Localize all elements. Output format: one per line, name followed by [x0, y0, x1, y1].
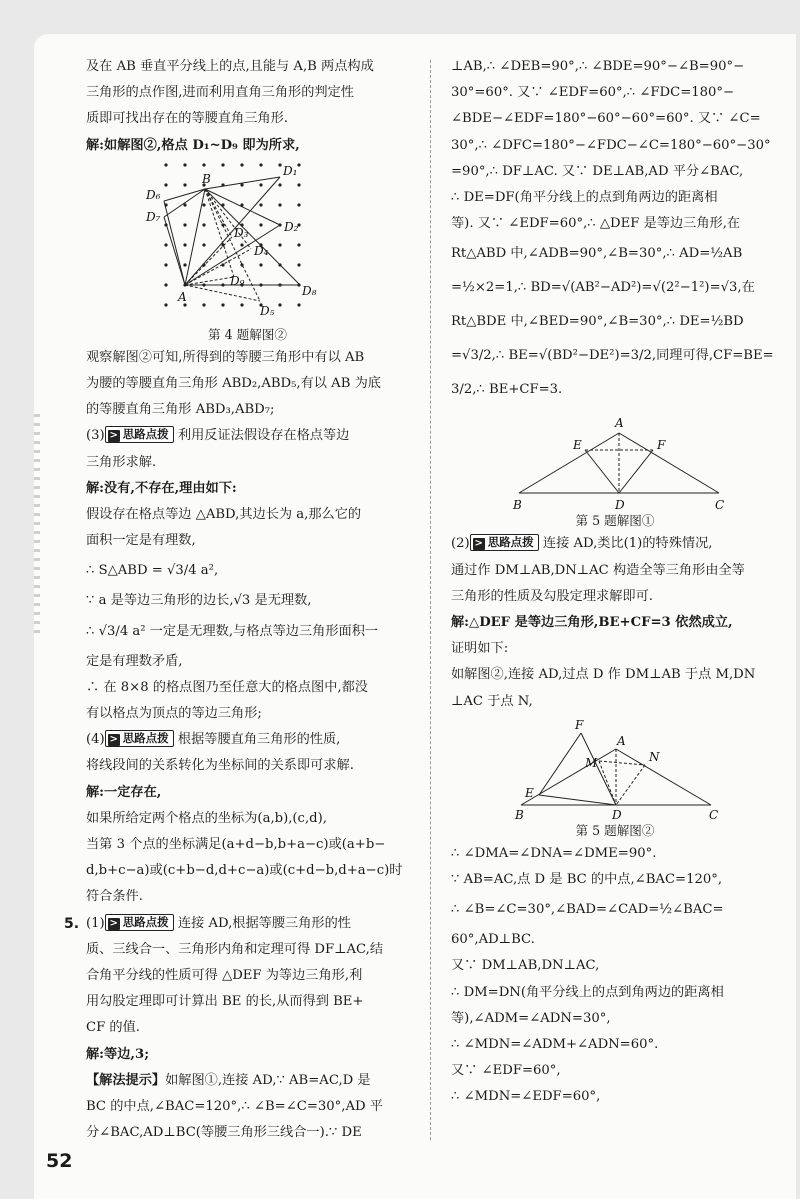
arrow-icon: > [109, 917, 118, 929]
label-D: D [615, 498, 625, 513]
text-line: 定是有理数矛盾, [86, 653, 183, 669]
text-line: ∴ DE=DF(角平分线上的点到角两边的距离相 [451, 190, 718, 206]
grid-dot [164, 183, 167, 186]
part-number: (3) [86, 428, 105, 444]
grid-dot [202, 243, 205, 246]
text-line: 观察解图②可知,所得到的等腰三角形中有以 AB [86, 349, 365, 365]
formula-line: Rt△BDE 中,∠BED=90°,∠B=30°,∴ DE=½BD [451, 314, 744, 330]
label-D4: D₄ [254, 243, 269, 258]
arrow-icon: > [474, 538, 483, 550]
formula-line: ∴ ∠B=∠C=30°,∠BAD=∠CAD=½∠BAC= [451, 902, 724, 918]
formula-line: ∴ √3/4 a² 一定是无理数,与格点等边三角形面积一 [86, 623, 379, 639]
grid-dot [278, 183, 281, 186]
text-line: 等). 又∵ ∠EDF=60°,∴ △DEF 是等边三角形,在 [451, 216, 741, 232]
text-line: ∠BDE−∠EDF=180°−60°−60°=60°. 又∵ ∠C= [451, 111, 761, 127]
question-5-hint [64, 911, 409, 937]
text-line: 60°,AD⊥BC. [451, 932, 535, 948]
grid-dot [240, 243, 243, 246]
text-line: d,b+c−a)或(c+b−d,d+c−a)或(c+d−b,d+a−c)时 [86, 863, 403, 879]
arrow-icon: > [109, 430, 118, 442]
figure-5-1 [509, 413, 729, 511]
grid-dot [183, 163, 186, 166]
text-line: 符合条件. [86, 889, 143, 905]
hint-text: 利用反证法假设存在格点等边 [177, 428, 350, 444]
grid-dot [164, 303, 167, 306]
text-line: 又∵ DM⊥AB,DN⊥AC, [451, 958, 600, 974]
grid-dot [183, 263, 186, 266]
part-number: (1) [86, 915, 105, 931]
grid-dot [259, 203, 262, 206]
label-C: C [709, 807, 719, 822]
hint-tag: > 思路点拨 [105, 426, 174, 443]
text-line: 三角形的点作图,进而利用直角三角形的判定性 [86, 85, 354, 101]
right-column [451, 54, 779, 1111]
grid-dot [297, 263, 300, 266]
hint-text: 连接 AD,根据等腰三角形的性 [177, 915, 351, 931]
text-line: 质即可找出存在的等腰直角三角形. [86, 111, 289, 127]
hint-text: 根据等腰直角三角形的性质, [177, 732, 341, 748]
label-N: N [649, 749, 660, 764]
grid-dot [297, 163, 300, 166]
hint-line: 【解法提示】如解图①,连接 AD,∵ AB=AC,D 是 [86, 1072, 371, 1088]
text-line: CF 的值. [86, 1020, 140, 1036]
solution-line: 解:等边,3; [86, 1046, 150, 1062]
grid-dot [259, 223, 262, 226]
label-D7: D₇ [146, 209, 161, 224]
scan-edge-marks [34, 414, 40, 634]
label-F: F [575, 717, 584, 732]
text-line: ∴ 在 8×8 的格点图乃至任意大的格点图中,都没 [86, 679, 368, 695]
text-line: 有以格点为顶点的等边三角形; [86, 706, 262, 722]
label-D8: D₈ [302, 283, 317, 298]
text-line: 合角平分线的性质可得 △DEF 为等边三角形,利 [86, 968, 363, 984]
label-D2: D₂ [284, 219, 299, 234]
text-line: BC 的中点,∠BAC=120°,∴ ∠B=∠C=30°,AD 平 [86, 1099, 383, 1115]
label-B: B [515, 807, 524, 822]
grid-dot [278, 163, 281, 166]
grid-dot [202, 163, 205, 166]
formula-line: ∴ S△ABD = √3/4 a², [86, 563, 219, 579]
formula-line: =√3/2,∴ BE=√(BD²−DE²)=3/2,同理可得,CF=BE= [451, 348, 774, 364]
text-line: ∴ ∠MDN=∠ADM+∠ADN=60°. [451, 1037, 659, 1053]
label-F: F [657, 438, 666, 453]
label-A: A [617, 733, 626, 748]
solution-line: 解:△DEF 是等边三角形,BE+CF=3 依然成立, [451, 615, 733, 631]
grid-dot [297, 203, 300, 206]
label-D5: D₅ [260, 303, 275, 318]
page-number: 52 [46, 1150, 73, 1172]
text-line: 等),∠ADM=∠ADN=30°, [451, 1010, 611, 1026]
text-line: 为腰的等腰直角三角形 ABD₂,ABD₅,有以 AB 为底 [86, 376, 381, 392]
grid-dot [240, 303, 243, 306]
text-line: 如解图②,连接 AD,过点 D 作 DM⊥AB 于点 M,DN [451, 667, 756, 683]
figure-5-2-caption: 第 5 题解图② [575, 822, 655, 838]
part-4-hint [86, 727, 409, 753]
label-B: B [202, 171, 211, 186]
grid-dot [259, 263, 262, 266]
grid-dot [240, 163, 243, 166]
text-line: ⊥AC 于点 N, [451, 693, 533, 709]
text-line: 面积一定是有理数, [86, 533, 196, 549]
hint-tag: > 思路点拨 [470, 534, 539, 551]
label-D: D [612, 807, 622, 822]
label-E: E [525, 785, 534, 800]
label-A: A [615, 416, 624, 431]
left-column [64, 54, 409, 1147]
label-A: A [178, 289, 187, 304]
grid-dot [278, 303, 281, 306]
label-B: B [513, 498, 522, 513]
question-number: 5. [64, 915, 80, 932]
text-line: 分∠BAC,AD⊥BC(等腰三角形三线合一).∵ DE [86, 1125, 362, 1141]
text-line: ∴ DM=DN(角平分线上的点到角两边的距离相 [451, 984, 724, 1000]
text-line: 30°,∴ ∠DFC=180°−∠FDC−∠C=180°−60°−30° [451, 137, 771, 153]
text-line: 通过作 DM⊥AB,DN⊥AC 构造全等三角形由全等 [451, 562, 745, 578]
grid-dot [183, 243, 186, 246]
grid-dot [183, 183, 186, 186]
text-line: 三角形求解. [86, 454, 157, 470]
part-number: (2) [451, 536, 470, 552]
grid-dot [297, 243, 300, 246]
text-line: 质、三线合一、三角形内角和定理可得 DF⊥AC,结 [86, 941, 384, 957]
grid-dot [202, 203, 205, 206]
formula-line: Rt△ABD 中,∠ADB=90°,∠B=30°,∴ AD=½AB [451, 246, 743, 262]
hint-tag: > 思路点拨 [105, 730, 174, 747]
figure-4-caption: 第 4 题解图② [208, 326, 287, 342]
grid-dot [164, 243, 167, 246]
label-D1: D₁ [283, 163, 298, 178]
label-C: C [715, 498, 725, 513]
grid-dot [202, 303, 205, 306]
solution-line: 解:如解图②,格点 D₁~D₉ 即为所求, [86, 137, 300, 153]
hint-tag: > 思路点拨 [105, 914, 174, 931]
grid-dot [297, 183, 300, 186]
label-M: M [585, 755, 598, 770]
text-line: ∴ ∠DMA=∠DNA=∠DME=90°. [451, 845, 657, 861]
grid-dot [164, 263, 167, 266]
grid-dot [297, 303, 300, 306]
grid-dot [183, 223, 186, 226]
part-number: (4) [86, 732, 105, 748]
figure-5-2 [513, 717, 723, 821]
grid-dot [278, 203, 281, 206]
text-line: 30°=60°. 又∵ ∠EDF=60°,∴ ∠FDC=180°− [451, 85, 735, 101]
grid-dot [278, 243, 281, 246]
label-E: E [573, 438, 582, 453]
figure-5-1-caption: 第 5 题解图① [575, 513, 655, 529]
grid-dot [164, 283, 167, 286]
solution-line: 解:一定存在, [86, 784, 162, 800]
grid-dot [259, 183, 262, 186]
text-line: ∴ ∠MDN=∠EDF=60°, [451, 1089, 601, 1105]
text-line: 三角形的性质及勾股定理求解即可. [451, 588, 654, 604]
text-line: 用勾股定理即可计算出 BE 的长,从而得到 BE+ [86, 994, 364, 1010]
grid-dot [240, 183, 243, 186]
hint-text: 连接 AD,类比(1)的特殊情况, [542, 536, 713, 552]
grid-dot [221, 163, 224, 166]
label-D6: D₆ [146, 187, 161, 202]
text-line: ⊥AB,∴ ∠DEB=90°,∴ ∠BDE=90°−∠B=90°− [451, 59, 745, 74]
formula-line: 3/2,∴ BE+CF=3. [451, 382, 563, 398]
grid-dot [202, 223, 205, 226]
solution-line: 解:没有,不存在,理由如下: [86, 480, 237, 496]
text-line: 证明如下: [451, 641, 509, 657]
text-line: ∵ a 是等边三角形的边长,√3 是无理数, [86, 593, 312, 609]
grid-dot [164, 163, 167, 166]
text-line: 将线段间的关系转化为坐标间的关系即可求解. [86, 758, 354, 774]
formula-line: =½×2=1,∴ BD=√(AB²−AD²)=√(2²−1²)=√3,在 [451, 280, 755, 296]
text-line: 及在 AB 垂直平分线上的点,且能与 A,B 两点构成 [86, 59, 374, 74]
text-line: 当第 3 个点的坐标满足(a+d−b,b+a−c)或(a+b− [86, 837, 386, 853]
text-line: =90°,∴ DF⊥AC. 又∵ DE⊥AB,AD 平分∠BAC, [451, 163, 744, 179]
grid-dot [259, 163, 262, 166]
text-line: 如果所给定两个格点的坐标为(a,b),(c,d), [86, 810, 327, 826]
figure-4-grid [146, 159, 350, 325]
label-D3: D₃ [234, 225, 249, 240]
text-line: 又∵ ∠EDF=60°, [451, 1063, 561, 1079]
text-line: 的等腰直角三角形 ABD₃,ABD₇; [86, 402, 275, 418]
text-line: 假设存在格点等边 △ABD,其边长为 a,那么它的 [86, 507, 362, 523]
column-divider [430, 60, 431, 1140]
arrow-icon: > [109, 734, 118, 746]
part-3-hint [86, 423, 409, 449]
text-line: ∵ AB=AC,点 D 是 BC 的中点,∠BAC=120°, [451, 872, 723, 888]
part-2-hint [451, 531, 779, 557]
grid-dot [221, 303, 224, 306]
label-D9: D₉ [230, 273, 245, 288]
